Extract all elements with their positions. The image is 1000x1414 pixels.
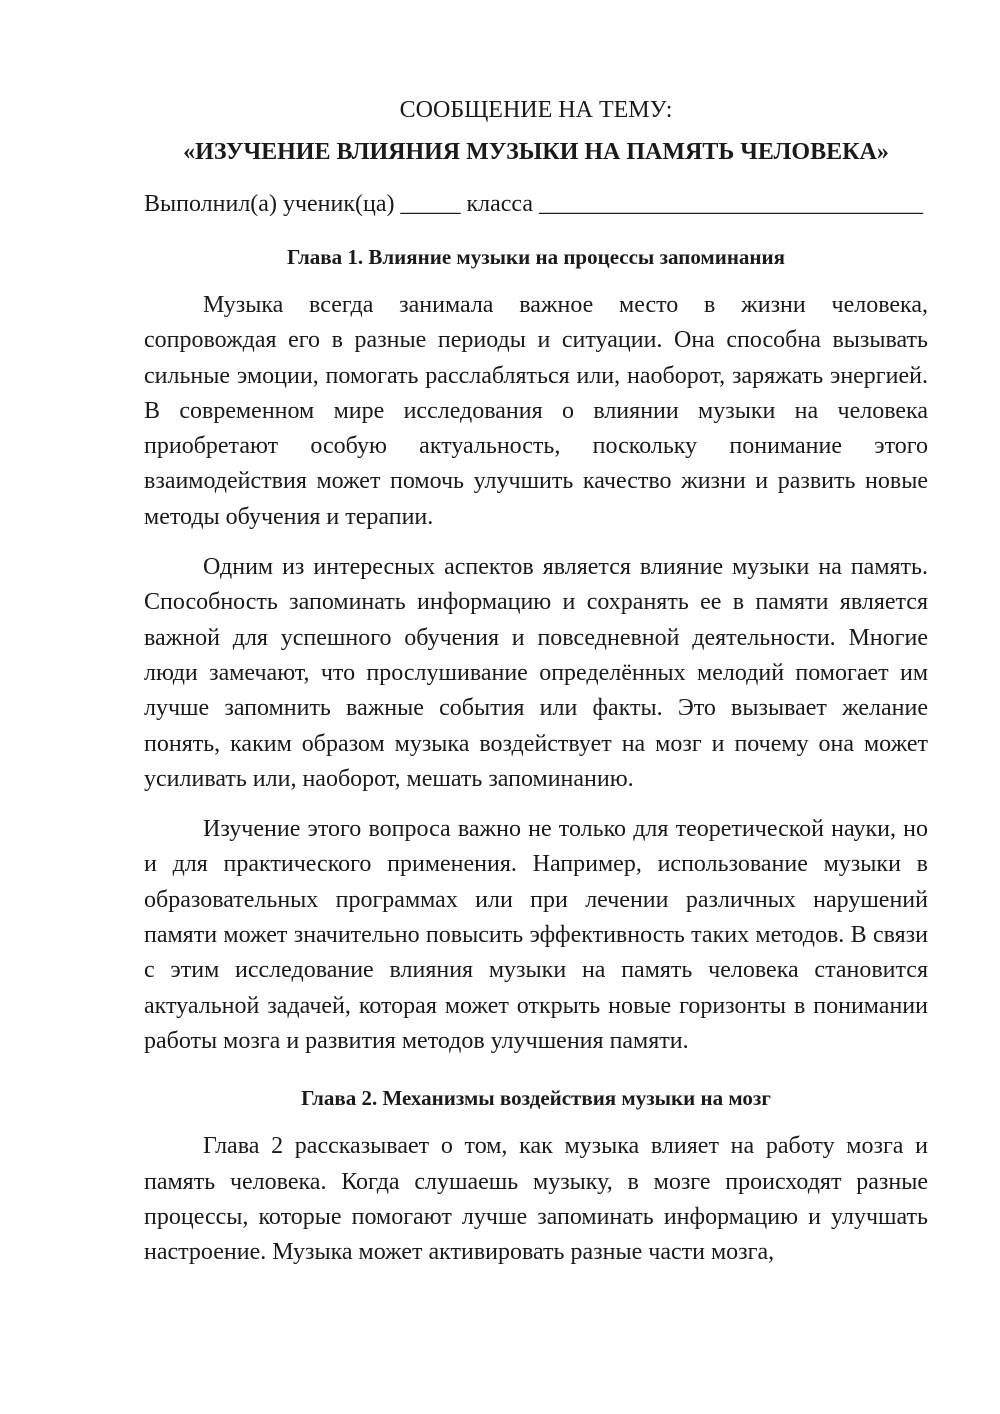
chapter-heading: Глава 2. Механизмы воздействия музыки на мозг — [301, 1086, 771, 1111]
chapter-2 — [144, 1081, 928, 1270]
document-title: СООБЩЕНИЕ НА ТЕМУ: — [399, 97, 673, 123]
chapter-1 — [144, 240, 928, 1059]
document-subtitle: «ИЗУЧЕНИЕ ВЛИЯНИЯ МУЗЫКИ НА ПАМЯТЬ ЧЕЛОВЕКА» — [183, 139, 889, 165]
document-page — [144, 92, 928, 1270]
paragraph: Одним из интересных аспектов является влияние музыки на память. Способность запоминать информацию и сохранять ее в памяти является важной для успешного обучения и повседневной деятельности. Многие люди замечают, что прослушивание определённых мелодий помогает им лучше запомнить важные события или факты. Это вызывает желание понять, каким образом музыка воздействует на мозг и почему она может усиливать или, наоборот, мешать запоминанию. — [144, 554, 928, 792]
paragraph: Глава 2 рассказывает о том, как музыка влияет на работу мозга и память человека. Когда слушаешь музыку, в мозге происходят разные процессы, которые помогают лучше запоминать информацию и улучшать настроение. Музыка может активировать разные части мозга, — [144, 1133, 928, 1266]
paragraph: Изучение этого вопроса важно не только для теоретической науки, но и для практического применения. Например, использование музыки в образовательных программах или при лечении различных нарушений памяти может значительно повысить эффективность таких методов. В связи с этим исследование влияния музыки на память человека становится актуальной задачей, которая может открыть новые горизонты в понимании работы мозга и развития методов улучшения памяти. — [144, 816, 928, 1054]
author-line: Выполнил(а) ученик(ца) _____ класса ________________________________ — [144, 191, 924, 217]
paragraph: Музыка всегда занимала важное место в жизни человека, сопровождая его в разные периоды и ситуации. Она способна вызывать сильные эмоции, помогать расслабляться или, наоборот, заряжать энергией. В современном мире исследования о влиянии музыки на человека приобретают особую актуальность, поскольку понимание этого взаимодействия может помочь улучшить качество жизни и развить новые методы обучения и терапии. — [144, 292, 928, 530]
chapter-heading: Глава 1. Влияние музыки на процессы запоминания — [287, 245, 785, 269]
